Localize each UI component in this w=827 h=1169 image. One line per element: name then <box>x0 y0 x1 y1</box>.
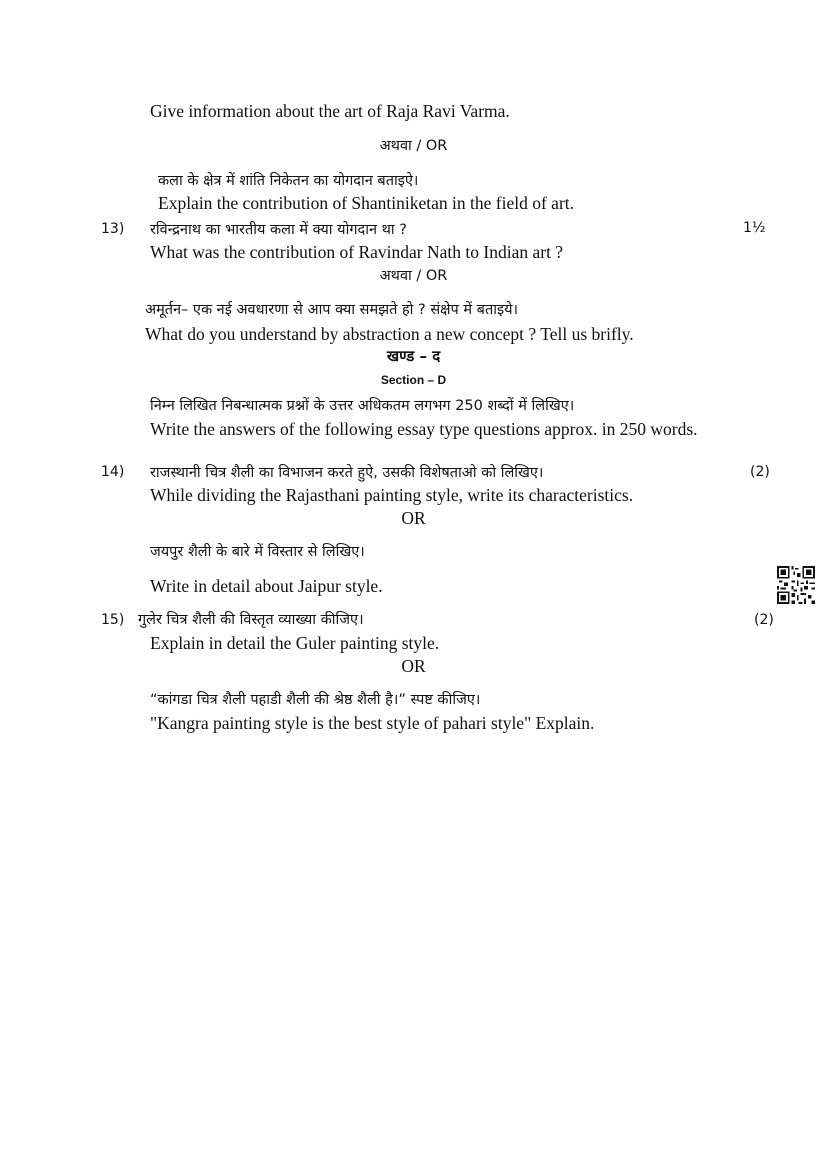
q15-marks: (2) <box>754 612 774 628</box>
q12-or-label: अथवा / OR <box>379 138 448 154</box>
section-instruction-hindi: निम्न लिखित निबन्धात्मक प्रश्नों के उत्तर अधिकतम लगभग 250 शब्दों में लिखिए। <box>150 398 575 414</box>
q14-english-main: While dividing the Rajasthani painting style, write its characteristics. <box>150 485 634 505</box>
q14-hindi-main: राजस्थानी चित्र शैली का विभाजन करते हुऐ, उसकी विशेषताओ को लिखिए। <box>150 465 544 481</box>
q14-number: 14) <box>101 464 125 480</box>
q13-hindi-main: रविन्द्रनाथ का भारतीय कला में क्या योगदान था ? <box>150 222 407 238</box>
section-title-english: Section – D <box>380 373 447 387</box>
q15-english-main: Explain in detail the Guler painting style. <box>150 633 440 653</box>
q15-hindi-main: गुलेर चित्र शैली की विस्तृत व्याख्या कीजिए। <box>138 612 364 628</box>
q14-english-alt: Write in detail about Jaipur style. <box>150 576 383 596</box>
q14-hindi-alt: जयपुर शैली के बारे में विस्तार से लिखिए। <box>150 544 365 560</box>
q15-english-alt: "Kangra painting style is the best style of pahari style" Explain. <box>150 713 595 733</box>
q13-or-label: अथवा / OR <box>379 268 448 284</box>
q13-marks: 1½ <box>743 220 766 236</box>
section-title-hindi: खण्ड – द <box>386 347 441 365</box>
q13-english-alt: What do you understand by abstraction a new concept ? Tell us brifly. <box>145 324 634 344</box>
q12-english-alt: Explain the contribution of Shantiniketan in the field of art. <box>158 193 575 213</box>
q15-number: 15) <box>101 612 125 628</box>
q13-number: 13) <box>101 221 125 237</box>
q15-or-label: OR <box>401 656 426 676</box>
q14-or-label: OR <box>401 508 426 528</box>
q12-english-main: Give information about the art of Raja Ravi Varma. <box>150 101 510 121</box>
q13-english-main: What was the contribution of Ravindar Nath to Indian art ? <box>150 242 564 262</box>
q12-hindi-alt: कला के क्षेत्र में शांति निकेतन का योगदान बताइऐ। <box>158 173 419 189</box>
q13-hindi-alt: अमूर्तन– एक नई अवधारणा से आप क्या समझते हो ? संक्षेप में बताइये। <box>145 302 518 318</box>
section-instruction-english: Write the answers of the following essay type questions approx. in 250 words. <box>150 419 698 439</box>
q15-hindi-alt: “कांगडा चित्र शैली पहाडी शैली की श्रेष्ठ शैली है।” स्पष्ट कीजिए। <box>150 692 481 708</box>
qr-code-icon <box>777 566 815 604</box>
q14-marks: (2) <box>750 464 770 480</box>
